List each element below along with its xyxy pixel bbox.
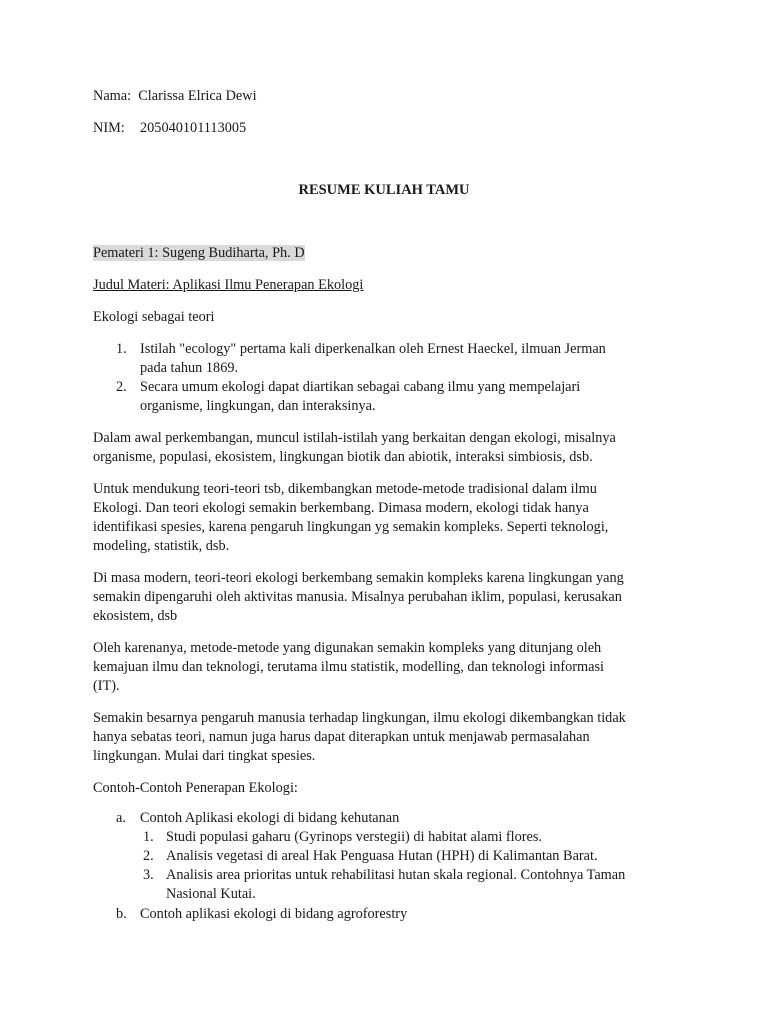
list-marker: a. [116, 810, 126, 826]
list-item-text: Studi populasi gaharu (Gyrinops verstegii) di habitat alami flores. [166, 829, 543, 845]
paragraph-line: organisme, populasi, ekosistem, lingkungan biotik dan abiotik, interaksi simbiosis, dsb. [93, 449, 593, 465]
nama-line [93, 87, 257, 106]
paragraph-line: (IT). [93, 678, 120, 694]
paragraph-line: Untuk mendukung teori-teori tsb, dikembangkan metode-metode tradisional dalam ilmu [93, 481, 597, 497]
nim-line [93, 119, 246, 138]
speaker-highlight: Pemateri 1: Sugeng Budiharta, Ph. D [93, 245, 305, 261]
list-marker: 3. [143, 867, 154, 883]
document-title: RESUME KULIAH TAMU [298, 182, 470, 198]
list-marker: 1. [116, 341, 127, 357]
list-item-text: pada tahun 1869. [140, 360, 239, 376]
paragraph-line: kemajuan ilmu dan teknologi, terutama ilmu statistik, modelling, dan teknologi informasi [93, 659, 605, 675]
paragraph-line: modeling, statistik, dsb. [93, 538, 230, 554]
list-item-text: Istilah "ecology" pertama kali diperkenalkan oleh Ernest Haeckel, ilmuan Jerman [140, 341, 606, 357]
section-heading: Ekologi sebagai teori [93, 309, 215, 325]
paragraph-line: Dalam awal perkembangan, muncul istilah-istilah yang berkaitan dengan ekologi, misalnya [93, 430, 616, 446]
paragraph-line: identifikasi spesies, karena pengaruh lingkungan yg semakin kompleks. Seperti teknologi, [93, 519, 609, 535]
subject-title: Judul Materi: Aplikasi Ilmu Penerapan Ekologi [93, 277, 364, 293]
list-item-text: Analisis vegetasi di areal Hak Penguasa Hutan (HPH) di Kalimantan Barat. [166, 848, 598, 864]
section-heading: Contoh-Contoh Penerapan Ekologi: [93, 780, 298, 796]
list-marker: b. [116, 906, 127, 922]
paragraph-line: Semakin besarnya pengaruh manusia terhadap lingkungan, ilmu ekologi dikembangkan tidak [93, 710, 626, 726]
list-item-text: Nasional Kutai. [166, 886, 256, 902]
paragraph-line: Di masa modern, teori-teori ekologi berkembang semakin kompleks karena lingkungan yang [93, 570, 624, 586]
list-marker: 1. [143, 829, 154, 845]
sublist-label: Contoh Aplikasi ekologi di bidang kehutanan [140, 810, 400, 826]
list-marker: 2. [143, 848, 154, 864]
paragraph-line: hanya sebatas teori, namun juga harus dapat diterapkan untuk menjawab permasalahan [93, 729, 590, 745]
list-marker: 2. [116, 379, 127, 395]
list-item-text: organisme, lingkungan, dan interaksinya. [140, 398, 376, 414]
list-item-text: Secara umum ekologi dapat diartikan sebagai cabang ilmu yang mempelajari [140, 379, 581, 395]
paragraph-line: semakin dipengaruhi oleh aktivitas manusia. Misalnya perubahan iklim, populasi, kerusakan [93, 589, 622, 605]
paragraph-line: Oleh karenanya, metode-metode yang digunakan semakin kompleks yang ditunjang oleh [93, 640, 602, 656]
paragraph-line: lingkungan. Mulai dari tingkat spesies. [93, 748, 316, 764]
nim-value: 205040101113005 [140, 120, 247, 136]
paragraph-line: Ekologi. Dan teori ekologi semakin berkembang. Dimasa modern, ekologi tidak hanya [93, 500, 589, 516]
list-item-text: Analisis area prioritas untuk rehabilitasi hutan skala regional. Contohnya Taman [166, 867, 626, 883]
nama-value: Clarissa Elrica Dewi [138, 88, 257, 104]
nama-label: Nama: [93, 88, 132, 104]
speaker-line [93, 244, 305, 263]
sublist-label: Contoh aplikasi ekologi di bidang agroforestry [140, 906, 408, 922]
paragraph-line: ekosistem, dsb [93, 608, 178, 624]
nim-label: NIM: [93, 120, 125, 136]
